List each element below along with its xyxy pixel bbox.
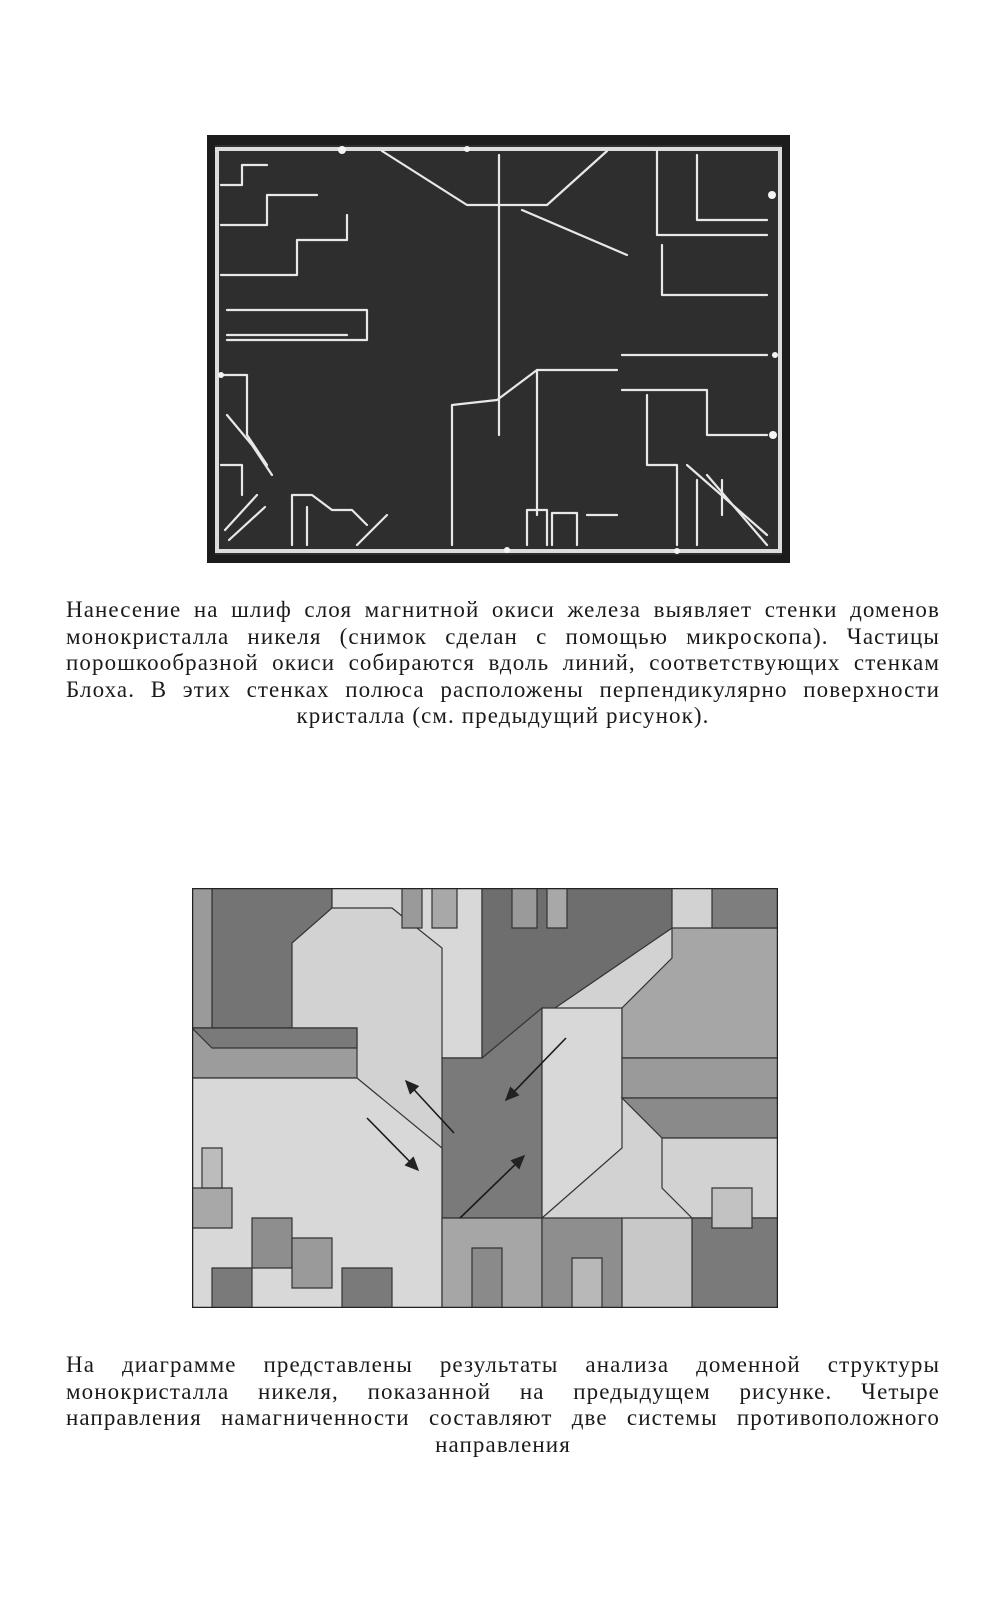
domain-structure-diagram xyxy=(192,888,778,1308)
domain-micrograph xyxy=(207,135,790,563)
diagram-image xyxy=(192,888,778,1308)
diagram-caption: На диаграмме представлены результаты анализа доменной структуры монокристалла никеля, показанной на предыдущем рисунке. Четыре направления намагниченности составляют две системы противоположного направления xyxy=(66,1352,940,1457)
micrograph-image xyxy=(207,135,790,563)
micrograph-caption: Нанесение на шлиф слоя магнитной окиси железа выявляет стенки доменов монокристалла никеля (снимок сделан с помощью микроскопа). Частицы порошкообразной окиси собираются вдоль линий, соответствующих стенкам Блоха. В этих стенках полюса расположены перпендикулярно поверхности кристалла (см. предыдущий рисунок). xyxy=(66,597,940,728)
